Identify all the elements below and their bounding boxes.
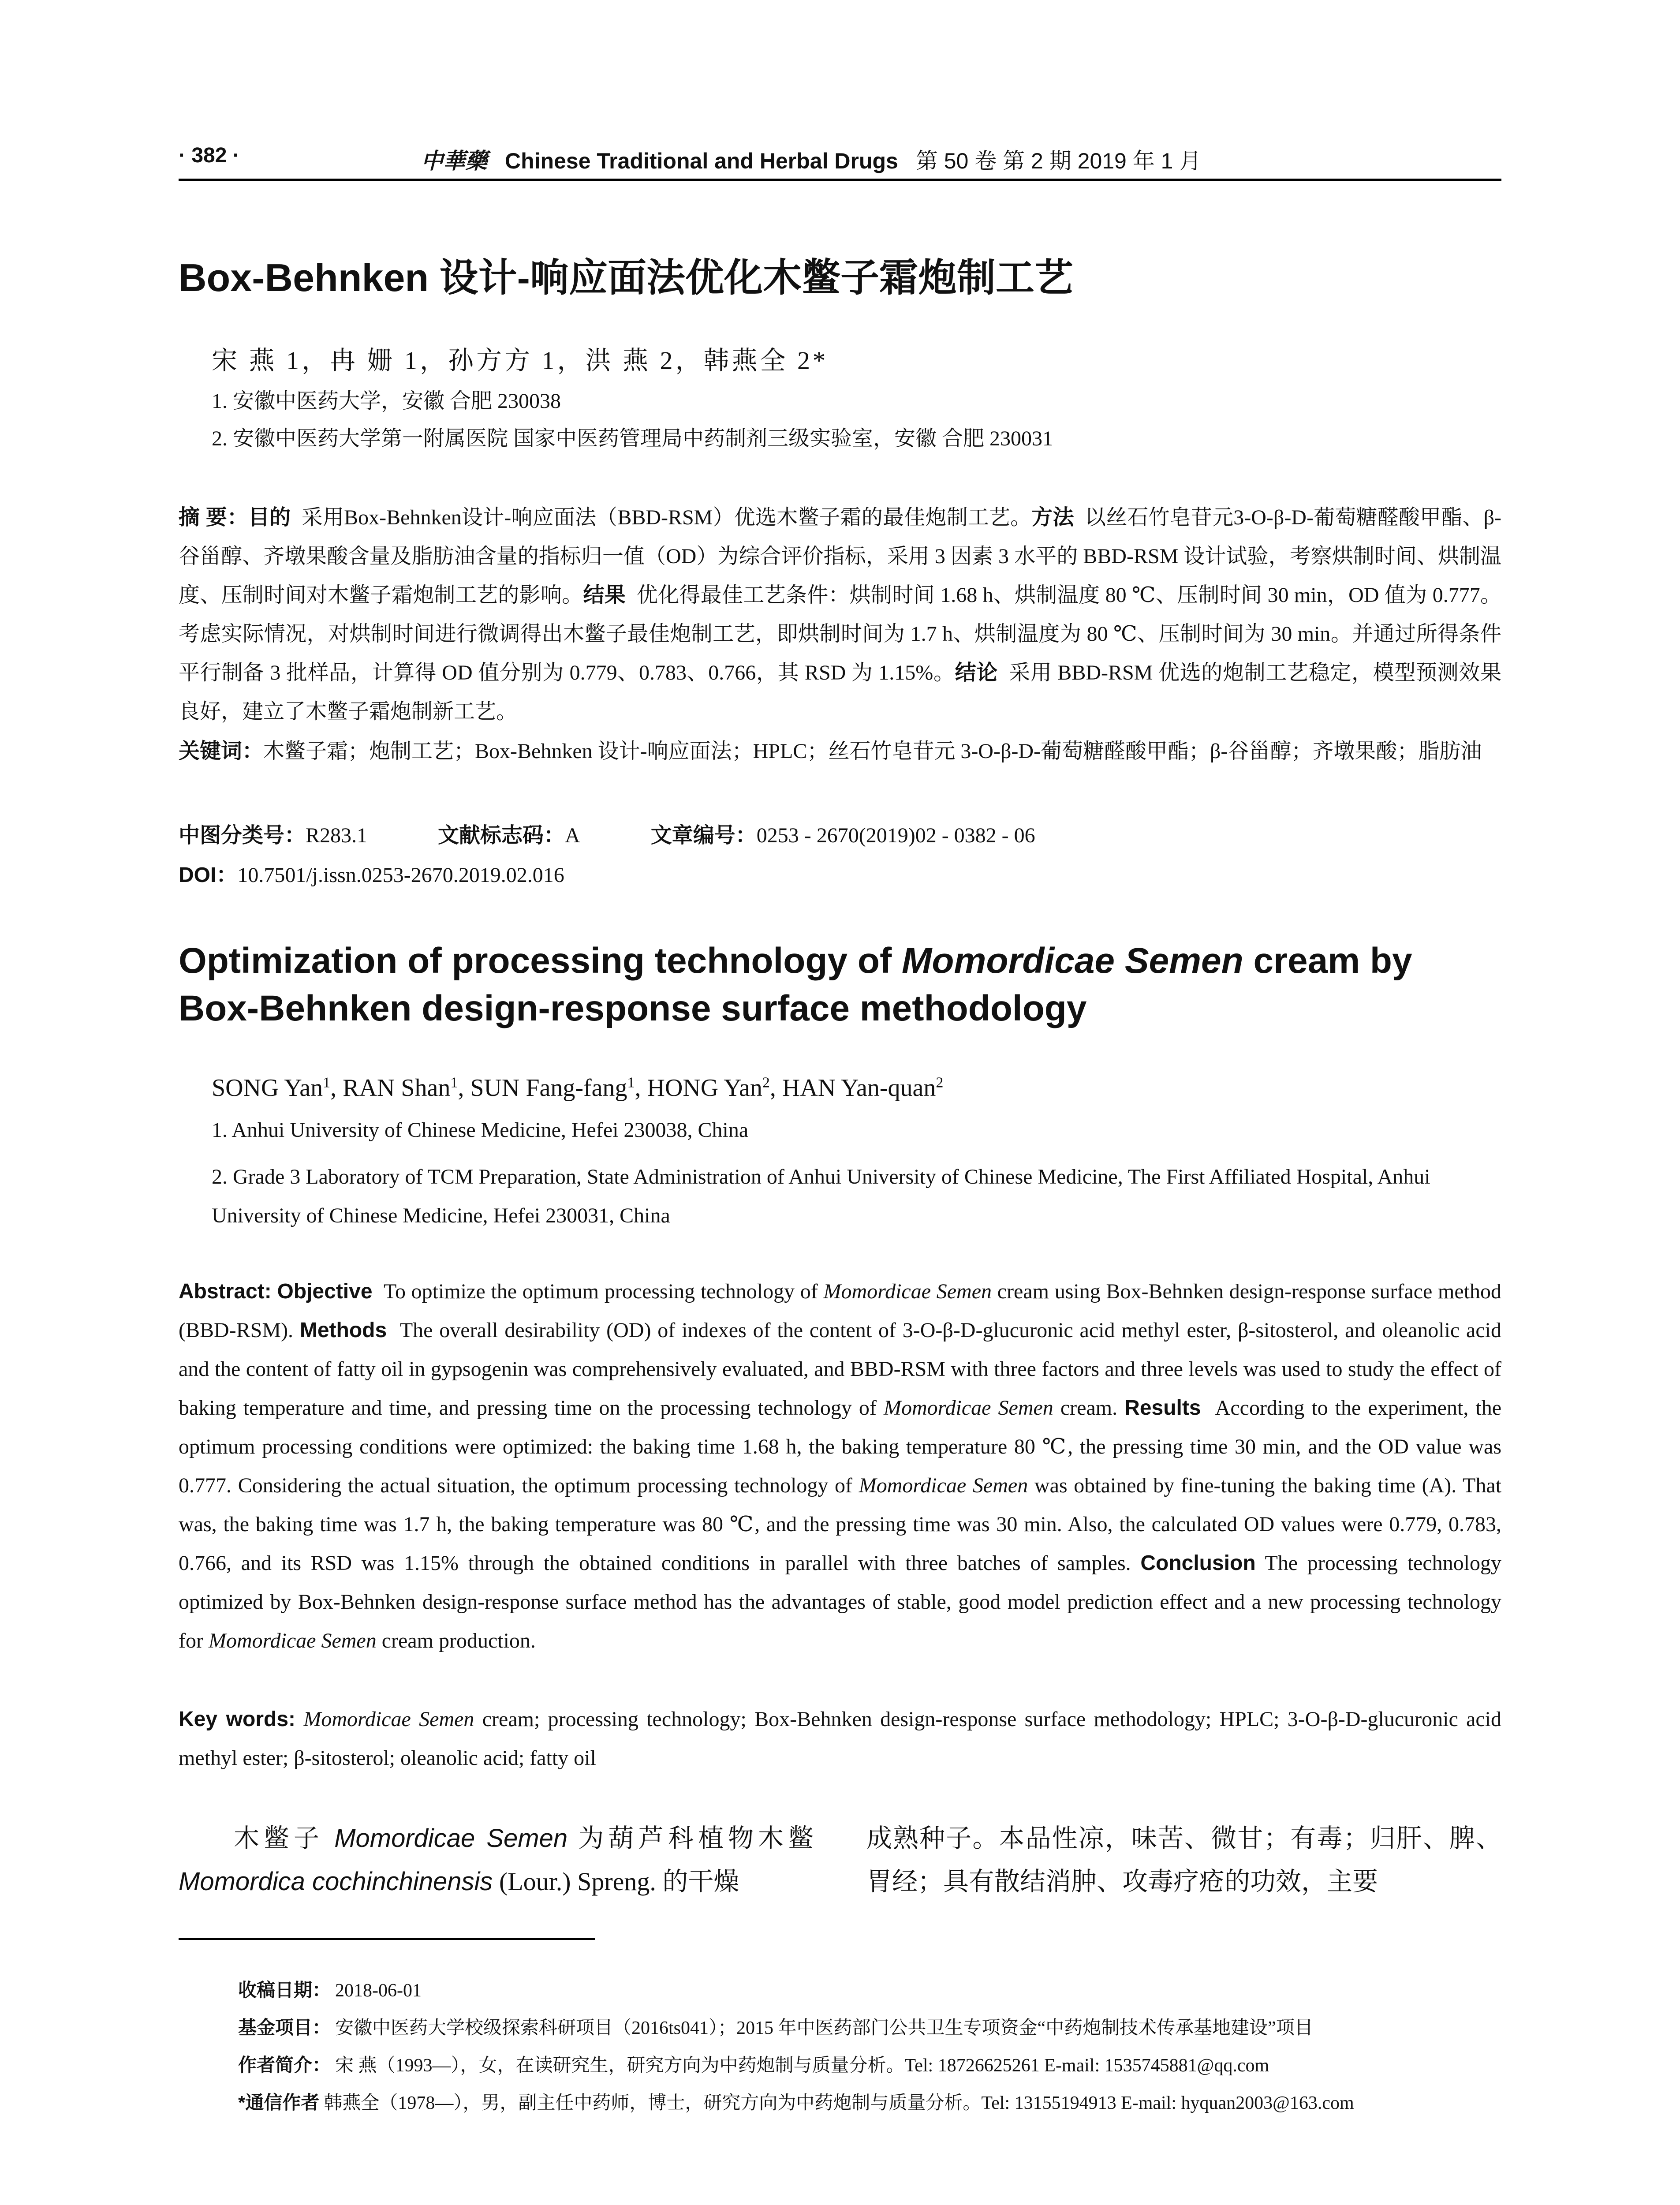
en-abstract-label: Abstract: <box>179 1280 272 1303</box>
en-species: Momordicae Semen <box>859 1474 1028 1497</box>
en-species: Momordicae Semen <box>823 1280 992 1303</box>
en-title <box>179 937 1501 1032</box>
journal-logo: 中華藥 <box>421 148 487 174</box>
en-conclusion-label: Conclusion <box>1140 1551 1256 1575</box>
en-objective-label: Objective <box>277 1280 373 1303</box>
doi-value: 10.7501/j.issn.0253-2670.2019.02.016 <box>237 863 564 887</box>
en-abstract <box>179 1272 1501 1660</box>
en-author-sup: 1 <box>627 1074 635 1091</box>
footnote-received <box>238 1976 422 2002</box>
cn-conclusion-label: 结论 <box>955 661 998 684</box>
body-species: Momordicae Semen <box>334 1824 568 1853</box>
doc-code-label: 文献标志码： <box>438 824 565 847</box>
en-species: Momordicae Semen <box>208 1629 377 1652</box>
clc-value: R283.1 <box>306 824 368 847</box>
footnote-text: 2018-06-01 <box>335 1981 422 2001</box>
cn-conclusion: 采用 BBD-RSM 优选的炮制工艺稳定，模型预测效果良好，建立了木鳖子霜炮制新工艺。 <box>179 661 1502 723</box>
en-affiliation-1: 1. Anhui University of Chinese Medicine, Hefei 230038, China <box>212 1118 749 1142</box>
en-methods-label: Methods <box>299 1319 387 1342</box>
cn-authors: 宋 燕 1，冉 姗 1，孙方方 1，洪 燕 2，韩燕全 2* <box>212 346 829 375</box>
en-results: According to the experiment, the optimum processing conditions were optimized: the baking time 1.68 h, the baking temperature 80 ℃, the pressing time 30 min, and the OD value was 0.777. Considering the actual situation, the optimum processing technology of <box>179 1396 1502 1497</box>
footnote-label: 收稿日期： <box>238 1980 331 2000</box>
en-conclusion: cream production. <box>376 1629 536 1652</box>
cn-objective-label: 目的 <box>248 506 291 529</box>
doc-code-value: A <box>565 824 580 847</box>
en-objective: cream using Box-Behnken design-response surface method (BBD-RSM). <box>179 1280 1502 1342</box>
en-species: Momordicae Semen <box>883 1396 1053 1420</box>
en-keywords-text: cream; processing technology; Box-Behnken design-response surface methodology; HPLC; 3-O-β-D-glucuronic acid methyl ester; β-sitosterol; oleanolic acid; fatty oil <box>179 1708 1502 1770</box>
en-keywords-label: Key words: <box>179 1708 296 1731</box>
doi-label: DOI： <box>179 863 238 887</box>
en-author-sup: 1 <box>323 1074 331 1091</box>
footnote-label: *通信作者 <box>238 2092 320 2113</box>
footnote-corresponding <box>238 2088 1354 2115</box>
en-methods: cream. <box>1053 1396 1118 1420</box>
cn-keywords-text: 木鳖子霜；炮制工艺；Box-Behnken 设计-响应面法；HPLC；丝石竹皂苷元 3-O-β-D-葡萄糖醛酸甲酯；β-谷甾醇；齐墩果酸；脂肪油 <box>263 740 1482 763</box>
en-title-species: Momordicae Semen <box>902 941 1243 981</box>
page-number: · 382 · <box>179 144 240 167</box>
en-results: was obtained by fine-tuning the baking time (A). That was, the baking time was 1.7 h, the baking temperature was 80 ℃, and the pressing time was 30 min. Also, the calculated OD values were 0.779, 0.783, 0.766, and its RSD was 1.15% through the obtained conditions in parallel with three batches of samples. <box>179 1474 1502 1575</box>
en-methods: The overall desirability (OD) of indexes of the content of 3-O-β-D-glucuronic acid methyl ester, β-sitosterol, and oleanolic acid and the content of fatty oil in gypsogenin was comprehensively evaluated, and BBD-RSM with three factors and three levels was used to study the effect of baking temperature and time, and pressing time on the processing technology of <box>179 1319 1502 1420</box>
body-text: (Lour.) Spreng. 的干燥 <box>493 1867 739 1896</box>
en-keywords <box>179 1700 1501 1778</box>
cn-results-label: 结果 <box>583 583 626 607</box>
footnote-text: 宋 燕（1993—），女，在读研究生，研究方向为中药炮制与质量分析。Tel: 18726625261 E-mail: 1535745881@qq.com <box>335 2056 1269 2076</box>
en-author: RAN Shan <box>343 1074 451 1102</box>
footnote-label: 作者简介： <box>238 2055 331 2075</box>
body-species: Momordica cochinchinensis <box>179 1867 493 1896</box>
footnote-label: 基金项目： <box>238 2017 331 2038</box>
header-rule <box>179 179 1501 181</box>
en-conclusion: The processing technology optimized by Box-Behnken design-response surface method has the advantages of stable, good model prediction effect and a new processing technology for <box>179 1551 1501 1652</box>
en-objective: To optimize the optimum processing technology of <box>383 1280 824 1303</box>
journal-name: Chinese Traditional and Herbal Drugs <box>505 149 898 173</box>
en-author-sup: 1 <box>450 1074 458 1091</box>
en-results-label: Results <box>1124 1396 1201 1420</box>
en-author: SUN Fang-fang <box>470 1074 627 1102</box>
body-column-left <box>179 1817 814 1903</box>
en-species: Momordicae Semen <box>303 1708 474 1731</box>
en-title-part: Optimization of processing technology of <box>179 941 902 981</box>
en-authors: SONG Yan$^1$, RAN Shan$^1$, SUN Fang-fang$^1$, HONG Yan$^2$, HAN Yan-quan$^2$ <box>212 1074 944 1102</box>
body-text: 为葫芦科植物木鳖 <box>567 1824 814 1853</box>
cn-objective: 采用Box-Behnken设计-响应面法（BBD-RSM）优选木鳖子霜的最佳炮制工艺。 <box>301 506 1032 529</box>
cn-abstract <box>179 498 1501 731</box>
cn-keywords <box>179 732 1501 771</box>
cn-classification-line <box>179 818 1035 848</box>
en-affiliation-2: 2. Grade 3 Laboratory of TCM Preparation, State Administration of Anhui University of Chinese Medicine, The First Affiliated Hospital, Anhui University of Chinese Medicine, Hefei 230031, China <box>212 1165 1430 1227</box>
en-author-sup: 2 <box>762 1074 770 1091</box>
body-column-right: 成熟种子。本品性凉，味苦、微甘；有毒；归肝、脾、胃经；具有散结消肿、攻毒疗疮的功效，主要 <box>866 1824 1501 1896</box>
cn-methods: 以丝石竹皂苷元3-O-β-D-葡萄糖醛酸甲酯、β-谷甾醇、齐墩果酸含量及脂肪油含量的指标归一值（OD）为综合评价指标，采用 3 因素 3 水平的 BBD-RSM 设计试验，考察烘制时间、烘制温度、压制时间对木鳖子霜炮制工艺的影响。 <box>179 506 1501 607</box>
cn-results: 优化得最佳工艺条件：烘制时间 1.68 h、烘制温度 80 ℃、压制时间 30 min，OD 值为 0.777。考虑实际情况，对烘制时间进行微调得出木鳖子最佳炮制工艺，即烘制时间为 1.7 h、烘制温度为 80 ℃、压制时间为 30 min。并通过所得条件平行制备 3 批样品，计算得 OD 值分别为 0.779、0.783、0.766，其 RSD 为 1.15%。 <box>179 583 1501 684</box>
en-title-part: cream by Box-Behnken design-response surface methodology <box>179 941 1412 1028</box>
article-id-label: 文章编号： <box>650 824 757 847</box>
cn-keywords-label: 关键词： <box>179 740 264 763</box>
footnote-fund <box>238 2013 1313 2040</box>
cn-methods-label: 方法 <box>1031 506 1074 529</box>
clc-label: 中图分类号： <box>179 824 306 847</box>
footnote-rule <box>179 1938 595 1940</box>
en-author: HONG Yan <box>647 1074 762 1102</box>
footnote-text: 安徽中医药大学校级探索科研项目（2016ts041）；2015 年中医药部门公共卫生专项资金“中药炮制技术传承基地建设”项目 <box>335 2018 1313 2038</box>
cn-title: Box-Behnken 设计-响应面法优化木鳖子霜炮制工艺 <box>179 256 1073 299</box>
article-id-value: 0253 - 2670(2019)02 - 0382 - 06 <box>756 824 1035 847</box>
body-text: 木鳖子 <box>234 1824 335 1853</box>
en-author: HAN Yan-quan <box>782 1074 936 1102</box>
footnote-text: 韩燕全（1978—），男，副主任中药师，博士，研究方向为中药炮制与质量分析。Tel: 13155194913 E-mail: hyquan2003@163.com <box>324 2093 1354 2113</box>
cn-affiliation-1: 1. 安徽中医药大学，安徽 合肥 230038 <box>212 389 561 413</box>
footnote-author <box>238 2051 1269 2077</box>
cn-abstract-label: 摘 要： <box>179 506 249 529</box>
running-header <box>421 143 1201 175</box>
cn-affiliation-2: 2. 安徽中医药大学第一附属医院 国家中医药管理局中药制剂三级实验室，安徽 合肥 230031 <box>212 427 1053 450</box>
en-author: SONG Yan <box>212 1074 323 1102</box>
en-author-sup: 2 <box>936 1074 944 1091</box>
doi-line <box>179 858 564 888</box>
journal-issue: 第 50 卷 第 2 期 2019 年 1 月 <box>915 149 1202 173</box>
